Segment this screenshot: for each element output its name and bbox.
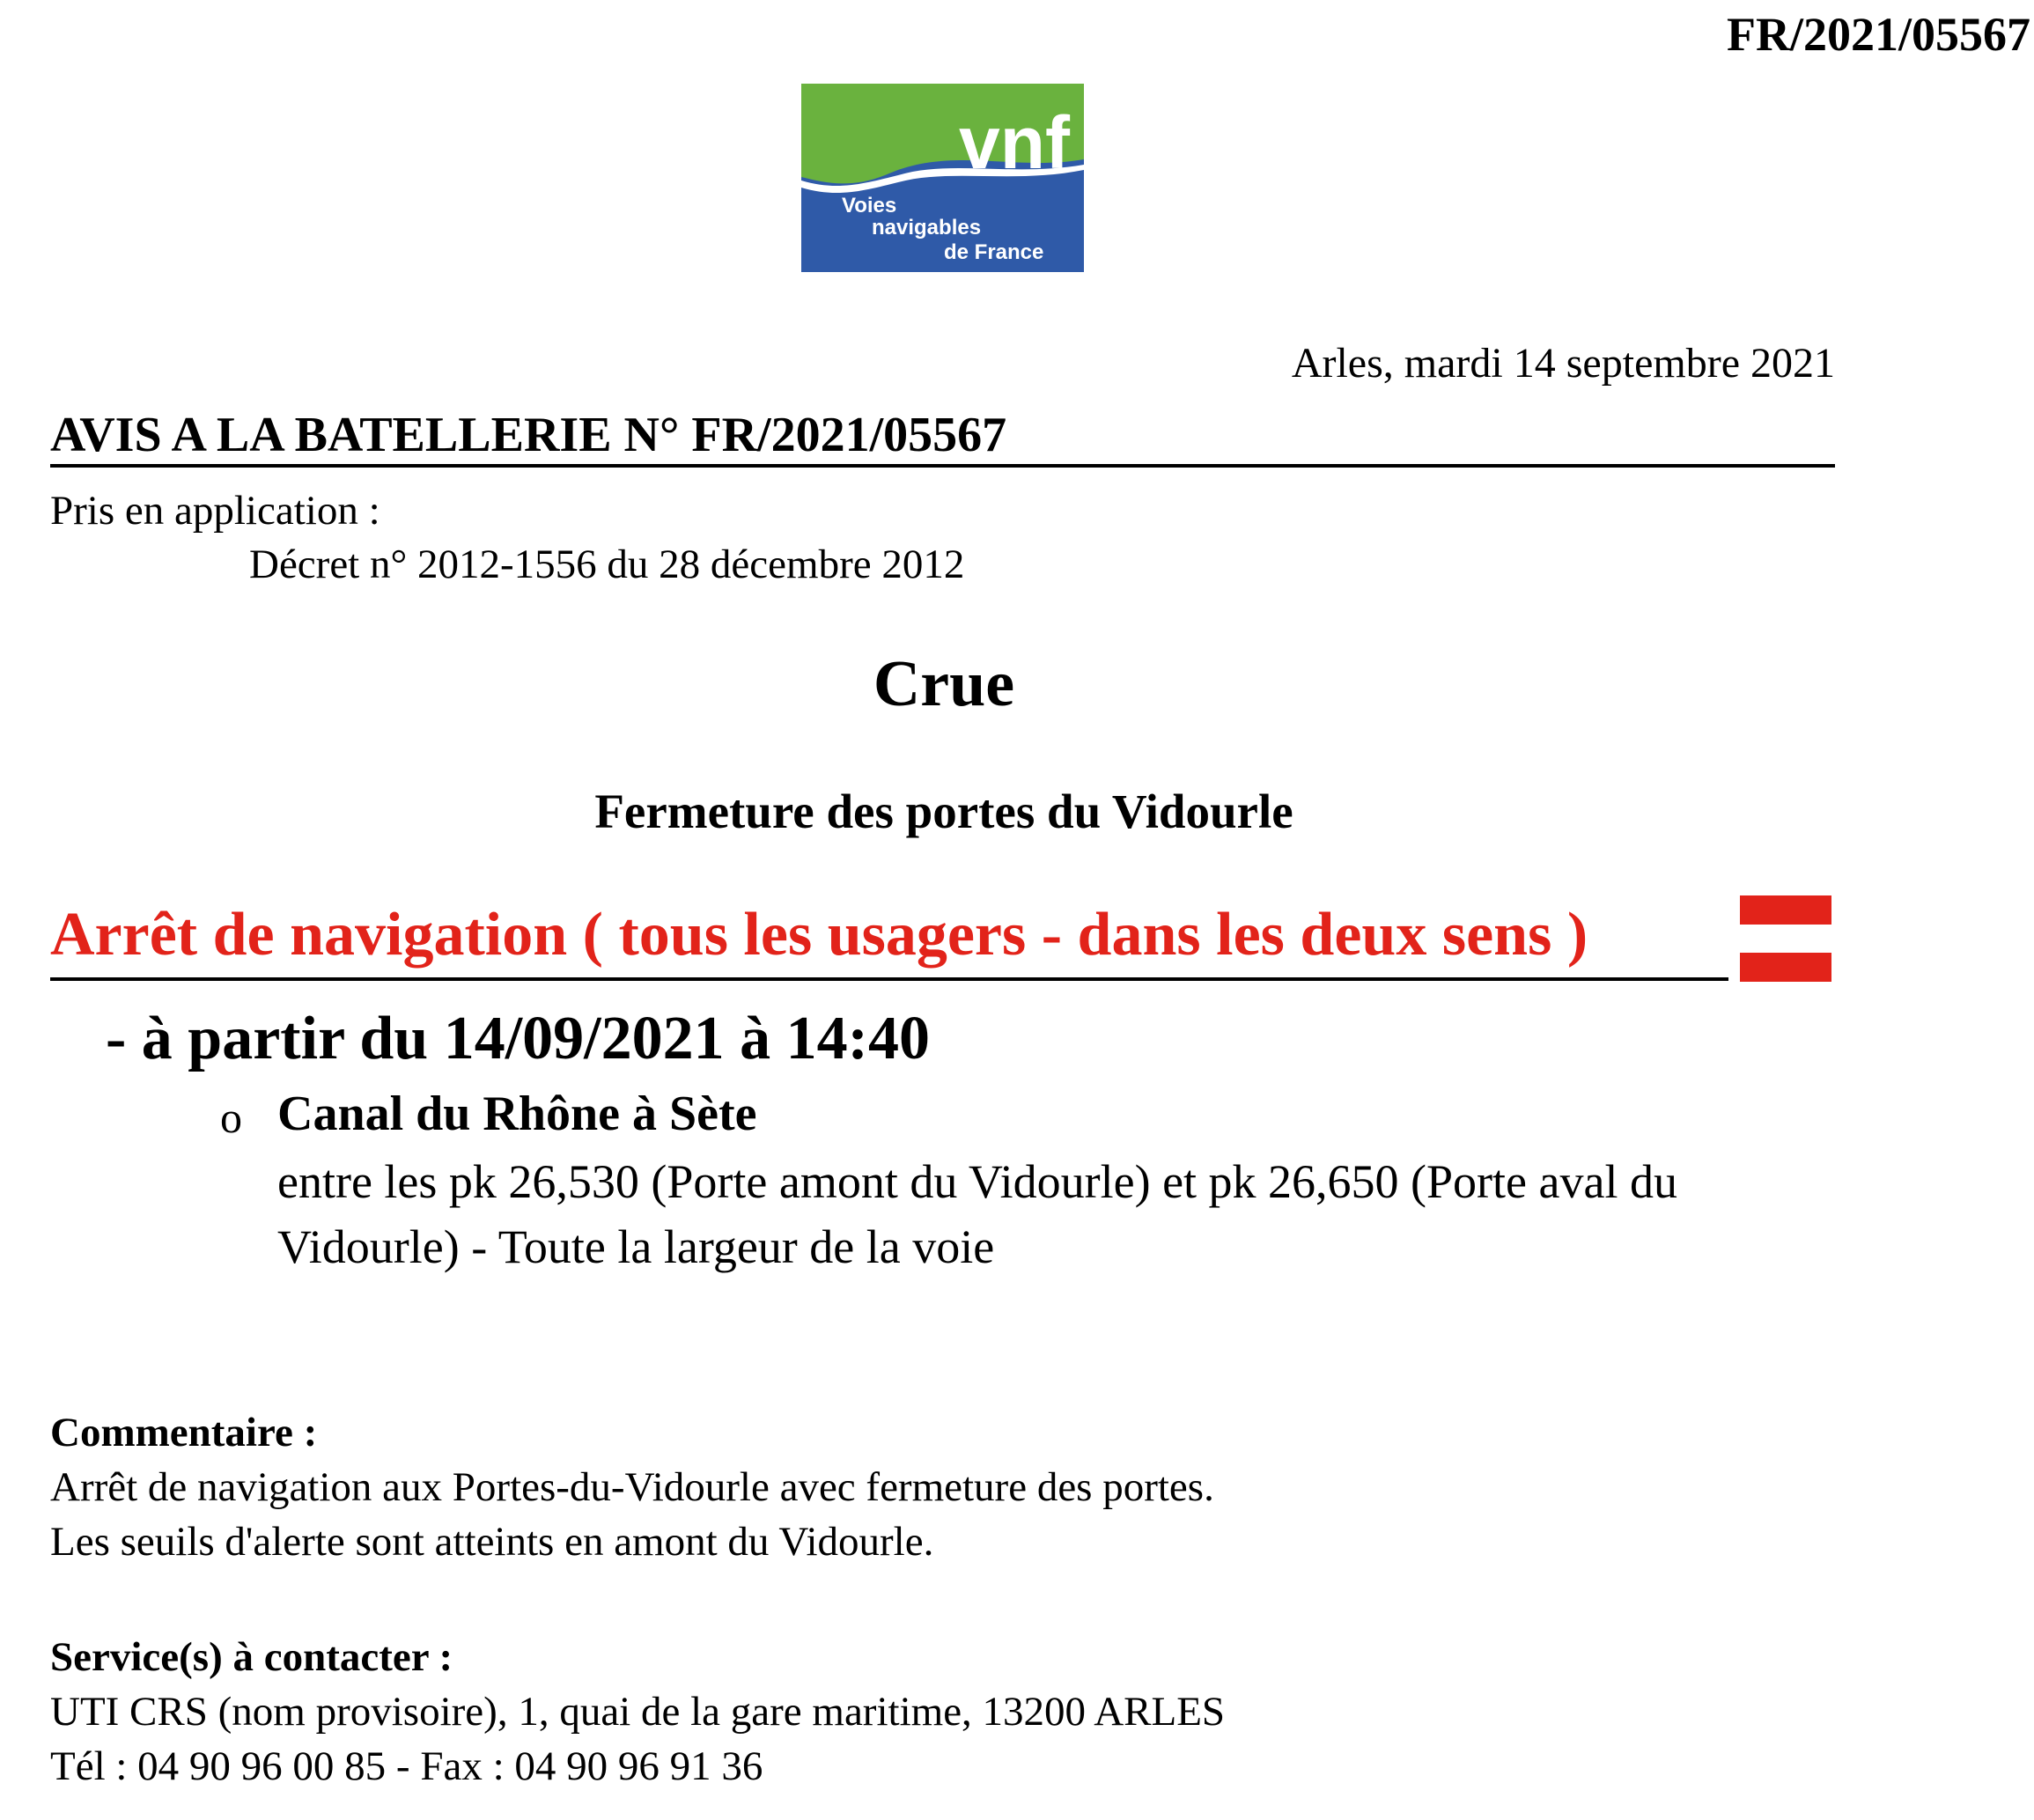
- logo-tagline-1: Voies: [842, 194, 897, 217]
- logo-brand-text: vnf: [959, 101, 1070, 184]
- reference-code: FR/2021/05567: [1727, 8, 2030, 61]
- title-divider: [50, 464, 1835, 468]
- waterway-name: Canal du Rhône à Sète: [277, 1087, 757, 1141]
- application-label: Pris en application :: [50, 488, 380, 534]
- main-title: Crue: [873, 648, 1015, 720]
- navigation-prohibited-sign-icon: [1740, 895, 1831, 982]
- contact-address: UTI CRS (nom provisoire), 1, quai de la gare maritime, 13200 ARLES: [50, 1689, 1226, 1735]
- decree-reference: Décret n° 2012-1556 du 28 décembre 2012: [249, 542, 965, 587]
- measure-heading: Arrêt de navigation ( tous les usagers - dans les deux sens ): [50, 901, 1588, 969]
- measure-divider: [50, 977, 1728, 981]
- vnf-logo: [801, 84, 1084, 272]
- section-description: entre les pk 26,530 (Porte amont du Vidourle) et pk 26,650 (Porte aval du Vidourle) - Toute la largeur de la voie: [277, 1155, 1677, 1273]
- comment-line: Les seuils d'alerte sont atteints en amont du Vidourle.: [50, 1519, 934, 1565]
- logo-tagline-3: de France: [944, 240, 1044, 264]
- measure-start: - à partir du 14/09/2021 à 14:40: [106, 1005, 930, 1072]
- subtitle: Fermeture des portes du Vidourle: [594, 785, 1293, 838]
- contact-label: Service(s) à contacter :: [50, 1634, 453, 1680]
- contact-phone-fax: Tél : 04 90 96 00 85 - Fax : 04 90 96 91 36: [50, 1743, 763, 1789]
- place-date: Arles, mardi 14 septembre 2021: [1291, 340, 1835, 387]
- comment-label: Commentaire :: [50, 1410, 318, 1455]
- list-bullet: o: [220, 1093, 242, 1142]
- notice-title: AVIS A LA BATELLERIE N° FR/2021/05567: [50, 408, 1007, 462]
- comment-line: Arrêt de navigation aux Portes-du-Vidourle avec fermeture des portes.: [50, 1464, 1214, 1510]
- logo-tagline-2: navigables: [872, 216, 982, 239]
